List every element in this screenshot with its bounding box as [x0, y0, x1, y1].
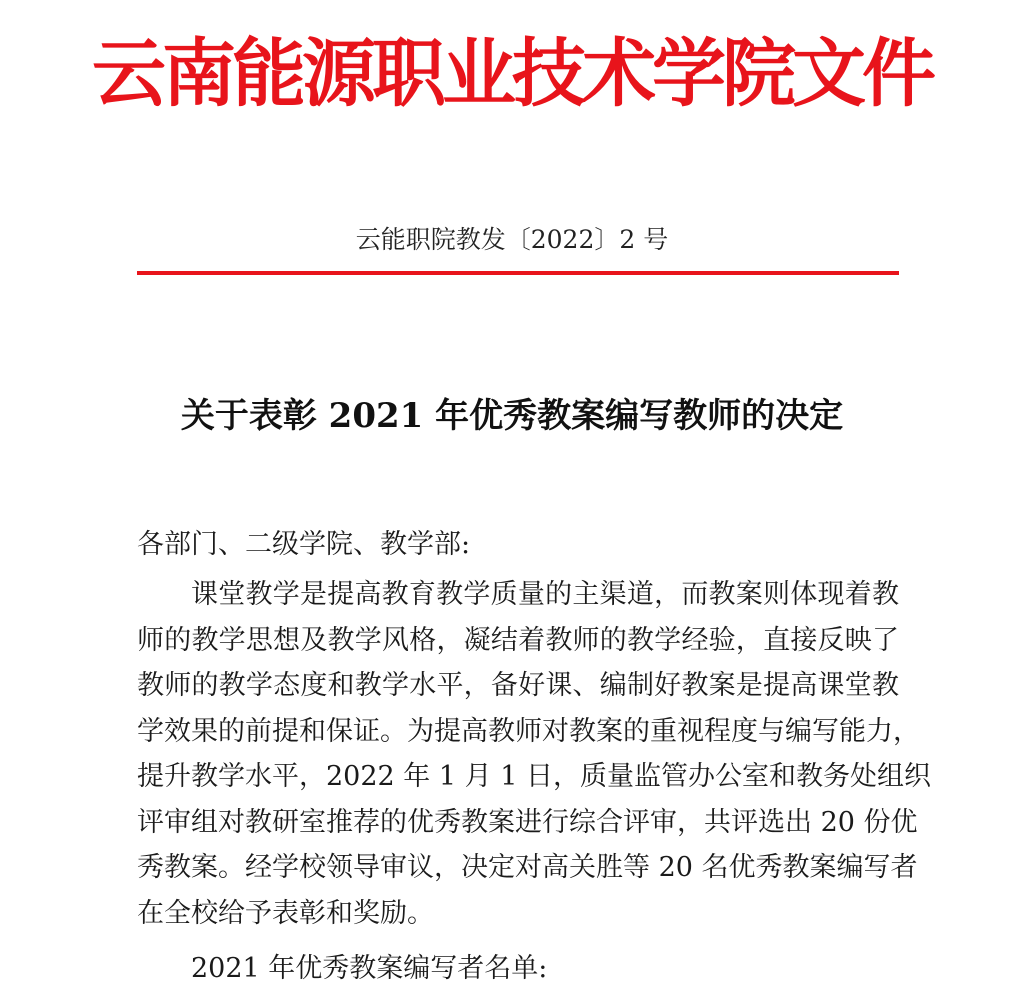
- list-heading: 2021 年优秀教案编写者名单:: [191, 953, 548, 984]
- paragraph-line: 秀教案。经学校领导审议，决定对高关胜等 20 名优秀教案编写者: [137, 852, 918, 883]
- body-paragraph: [137, 572, 931, 936]
- paragraph-line: 评审组对教研室推荐的优秀教案进行综合评审，共评选出 20 份优: [137, 806, 918, 838]
- salutation: 各部门、二级学院、教学部:: [137, 529, 471, 560]
- document-number: 云能职院教发〔2022〕2 号: [355, 225, 669, 254]
- paragraph-line: 师的教学思想及教学风格，凝结着教师的教学经验，直接反映了: [137, 624, 899, 656]
- paragraph-line: 在全校给予表彰和奖励。: [137, 897, 434, 929]
- paragraph-line: 教师的教学态度和教学水平，备好课、编制好教案是提高课堂教: [137, 670, 899, 701]
- paragraph-line: 提升教学水平，2022 年 1 月 1 日，质量监管办公室和教务处组织: [137, 761, 931, 792]
- document-title: 关于表彰 2021 年优秀教案编写教师的决定: [180, 396, 844, 436]
- paragraph-line: 学效果的前提和保证。为提高教师对教案的重视程度与编写能力，: [137, 715, 920, 747]
- document-body: [137, 522, 931, 992]
- paragraph-line: 课堂教学是提高教育教学质量的主渠道，而教案则体现着教: [191, 579, 899, 610]
- header-divider-rule: [137, 271, 899, 275]
- document-header-title: 云南能源职业技术学院文件: [92, 31, 932, 117]
